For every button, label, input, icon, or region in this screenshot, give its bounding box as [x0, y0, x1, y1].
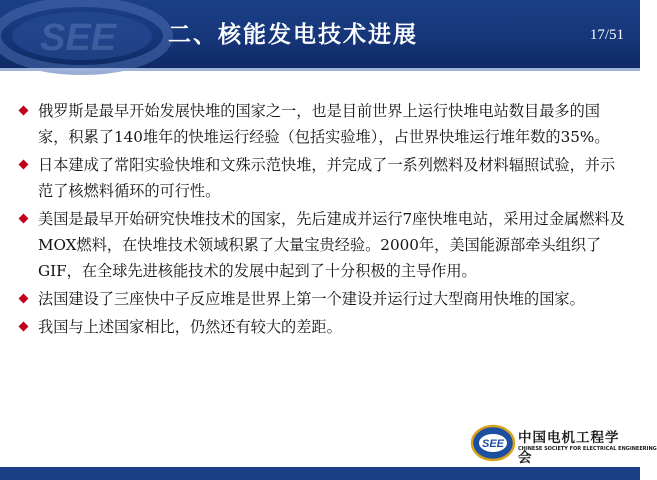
slide-header: [0, 0, 640, 68]
diamond-bullet-icon: [19, 160, 29, 170]
bullet-item: [20, 314, 630, 340]
bullet-text: 美国是最早开始研究快堆技术的国家，先后建成并运行7座快堆电站，采用过金属燃料及MOX燃料，在快堆技术领域积累了大量宝贵经验。2000年，美国能源部牵头组织了GIF，在全球先进核能技术的发展中起到了十分积极的主导作用。: [38, 210, 625, 280]
bullet-item: [20, 286, 630, 312]
footer-logo: [470, 423, 657, 466]
bullet-text: 法国建设了三座快中子反应堆是世界上第一个建设并运行过大型商用快堆的国家。: [38, 290, 585, 308]
org-name-en: CHINESE SOCIETY FOR ELECTRICAL ENGINEERING: [518, 446, 657, 452]
diamond-bullet-icon: [19, 214, 29, 224]
see-logo-icon: [470, 423, 516, 463]
bullet-item: [20, 206, 630, 284]
footer-bar: [0, 467, 640, 480]
bullet-item: [20, 152, 630, 204]
bullet-item: [20, 98, 630, 150]
diamond-bullet-icon: [19, 322, 29, 332]
watermark-text: SEE: [40, 17, 117, 59]
org-name: 中国电机工程学会: [518, 430, 620, 466]
emblem-text: SEE: [482, 438, 505, 450]
bullet-text: 我国与上述国家相比，仍然还有较大的差距。: [38, 318, 342, 336]
see-watermark-icon: [0, 0, 180, 78]
bullet-text: 日本建成了常阳实验快堆和文殊示范快堆，并完成了一系列燃料及材料辐照试验，并示范了核燃料循环的可行性。: [38, 156, 616, 200]
page-number: 17/51: [589, 27, 624, 43]
diamond-bullet-icon: [19, 294, 29, 304]
slide-title: 二、核能发电技术进展: [168, 22, 418, 48]
diamond-bullet-icon: [19, 106, 29, 116]
bullet-list: [20, 98, 630, 342]
header-divider: [0, 68, 640, 71]
bullet-text: 俄罗斯是最早开始发展快堆的国家之一，也是目前世界上运行快堆电站数目最多的国家，积累了140堆年的快堆运行经验（包括实验堆），占世界快堆运行堆年数的35%。: [38, 102, 610, 146]
